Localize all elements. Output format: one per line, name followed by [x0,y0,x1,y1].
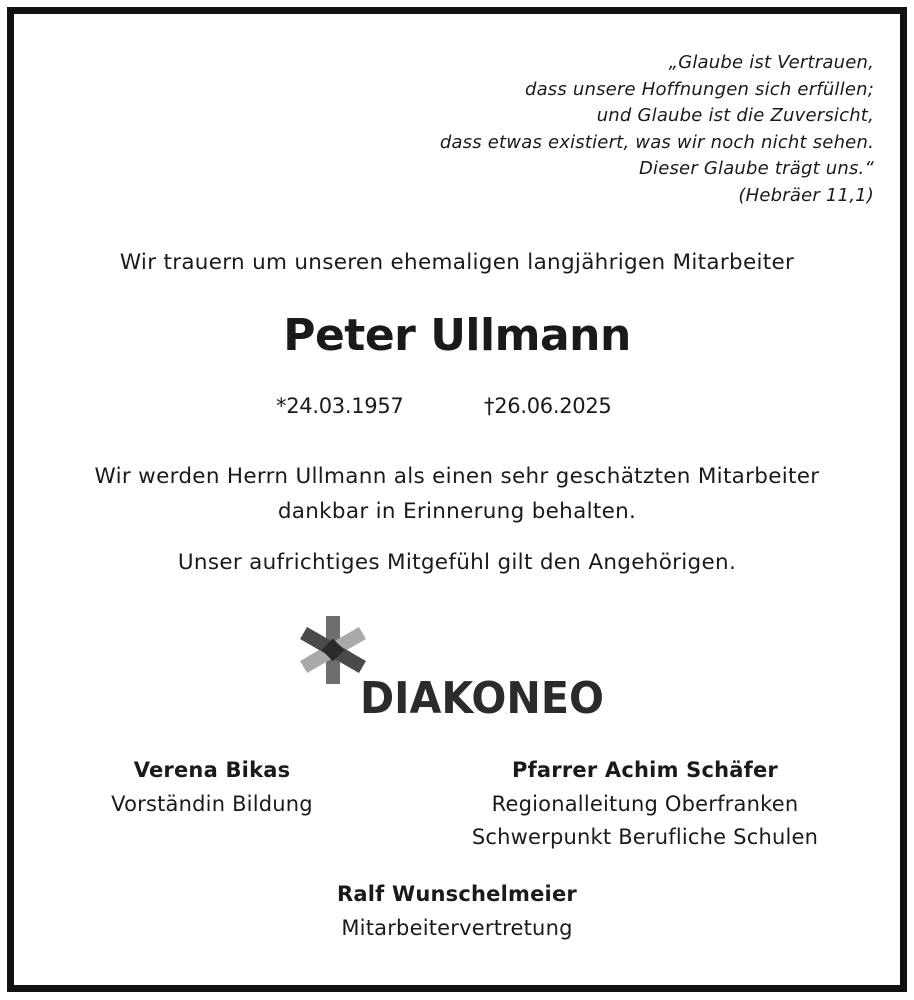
condolence-text: Unser aufrichtiges Mitgefühl gilt den Angehörigen. [177,550,737,575]
quote-line: Dieser Glaube trägt uns.“ [638,158,874,179]
quote-line: dass unsere Hoffnungen sich erfüllen; [524,78,874,100]
wordmark-text: DIAKONEO [360,676,604,718]
signatory-3 [257,878,657,945]
intro-text: Wir trauern um unseren ehemaligen langjährigen Mitarbeiter [119,250,795,275]
signatory-role: Regionalleitung Oberfranken [491,791,799,816]
signatory-name: Ralf Wunschelmeier [337,882,577,906]
birth-date: *24.03.1957 [276,394,404,418]
bible-quote [440,50,874,209]
death-date: †26.06.2025 [484,394,612,418]
deceased-name: Peter Ullmann [283,310,631,361]
tribute-line: Wir werden Herrn Ullmann als einen sehr geschätzten Mitarbeiter [94,464,820,489]
signatory-role: Schwerpunkt Berufliche Schulen [471,825,819,849]
tribute-line: dankbar in Erinnerung behalten. [277,499,637,524]
quote-line: und Glaube ist die Zuversicht, [596,105,874,126]
signatory-role: Vorständin Bildung [111,791,313,816]
signatory-name: Pfarrer Achim Schäfer [512,758,778,782]
tribute-text [0,459,914,529]
signatory-2 [430,754,860,855]
diakoneo-wordmark [360,676,606,718]
signatory-1 [62,754,362,821]
diakoneo-star-icon [298,615,368,685]
quote-source: (Hebräer 11,1) [738,184,874,206]
quote-line: dass etwas existiert, was wir noch nicht sehen. [439,131,874,153]
signatory-role: Mitarbeitervertretung [341,915,573,940]
signatory-name: Verena Bikas [133,758,291,782]
quote-line: „Glaube ist Vertrauen, [668,52,874,73]
